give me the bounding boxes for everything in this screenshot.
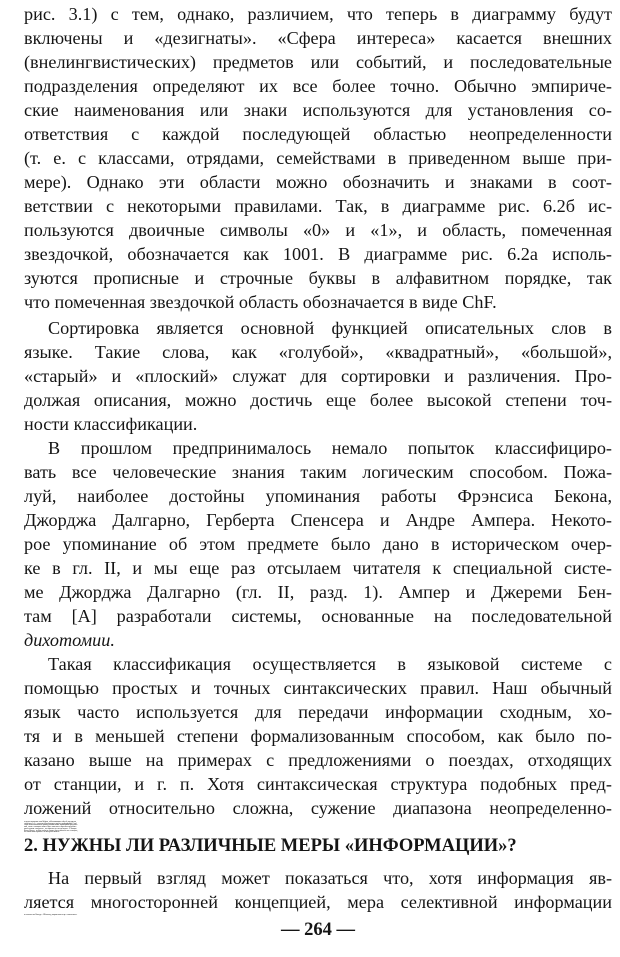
- text-line: события и т. п., относительно которых ищется информация. Если: [24, 822, 77, 825]
- text-line: «старый» и «плоский» служат для сортировки и различения. Про-: [24, 366, 612, 386]
- text-line: В прошлом предпринималось немало попыток классифициро-: [48, 438, 612, 458]
- text-line: звездочкой, обозначается как 1001. В диаграмме рис. 6.2а исполь-: [24, 244, 612, 264]
- text-line: Джорджа Далгарно, Герберта Спенсера и Андре Ампера. Некото-: [24, 510, 612, 530]
- text-line: ложений относительно сложна, сужение диапазона неопределенно-: [24, 798, 612, 818]
- text-line: помощью простых и точных синтаксических правил. Наш обычный: [24, 678, 612, 698]
- text-line: дихотомии.: [24, 630, 115, 650]
- text-line: но опять-таки обратное не всегда возможно.: [24, 831, 60, 834]
- text-line: ответствия с каждой последующей областью неопределенности: [24, 124, 612, 144]
- text-line: ческую иерархию слов и фраз, обозначающих классы, предметы,: [24, 820, 77, 823]
- text-line: ниях словом «откуда-то», но обратное не всегда верно. «Станция: [24, 827, 77, 830]
- text-line: подразделения определяют их все более точно. Обычно эмпириче-: [24, 76, 612, 96]
- text-line: тя и в меньшей степени формализованным способом, как было по-: [24, 726, 612, 746]
- text-line: Кингс Кросс», в свою очередь, может быть заменена на «станция»,: [24, 829, 79, 832]
- text-line: включены и «дезигнаты». «Сфера интереса» касается внешних: [24, 28, 612, 48]
- text-line: ские наименования или знаки используются для установления со-: [24, 100, 612, 120]
- paragraph-5-continued: [24, 914, 612, 916]
- text-line: ний, слово «станция» может быть заменено в простых предложе-: [24, 826, 77, 828]
- text-line: (т. е. с классами, отрядами, семействами в приведенном выше при-: [24, 148, 612, 168]
- text-line: пользуются двоичные символы «0» и «1», и область, помеченная: [24, 220, 612, 240]
- text-line: казано выше на примерах с предложениями о поездах, отходящих: [24, 750, 612, 770]
- text-line: язык часто используется для передачи информации сходным, хо-: [24, 702, 612, 722]
- text-line: луй, наиболее достойны упоминания работы Фрэнсиса Бекона,: [24, 486, 612, 506]
- text-line: там [А] разработали системы, основанные на последовательной: [24, 606, 612, 626]
- text-line: (внелингвистических) предметов или событий, и последовательные: [24, 52, 612, 72]
- text-line: языке. Такие слова, как «голубой», «квадратный», «большой»,: [24, 342, 612, 362]
- text-line: Такая классификация осуществляется в языковой системе с: [48, 654, 612, 674]
- text-line: рое упоминание об этом предмете было дано в историческом очер-: [24, 534, 612, 554]
- text-line: На первый взгляд может показаться что, хотя информация яв-: [48, 868, 612, 888]
- paragraph-4-continued: [24, 820, 612, 834]
- section-heading: 2. НУЖНЫ ЛИ РАЗЛИЧНЫЕ МЕРЫ «ИНФОРМАЦИИ»?: [24, 836, 517, 856]
- text-line: ности классификации.: [24, 414, 198, 434]
- text-line: от станции, и г. п. Хотя синтаксическая структура подобных пред-: [24, 774, 612, 794]
- page-number: — 264 —: [281, 920, 355, 940]
- text-line: рис. 3.1) с тем, однако, различием, что теперь в диаграмму будут: [24, 4, 612, 24]
- text-line: ме Джорджа Далгарно (гл. II, разд. 1). Ампер и Джереми Бен-: [24, 582, 612, 602]
- text-line: ляется многосторонней концепцией, мера селективной информации: [24, 892, 612, 912]
- text-line: ке в гл. II, и мы еще раз отсылаем читателя к специальной систе-: [24, 558, 612, 578]
- text-line: ветствии с некоторыми правилами. Так, в диаграмме рис. 6.2б ис-: [24, 196, 612, 216]
- text-line: должая описания, можно достичь еще более высокой степени точ-: [24, 390, 612, 410]
- text-line: мере). Однако эти области можно обозначить и знаками в соот-: [24, 172, 612, 192]
- text-line: что помеченная звездочкой область обозначается в виде ChF.: [24, 292, 497, 312]
- text-line: в сигналах по Винеру—Шеннону, выраженная через статистичес-: [24, 914, 78, 916]
- text-line: вать все человеческие знания таким логическим способом. Пожа-: [24, 462, 612, 482]
- text-line: зуются прописные и строчные буквы в алфавитном порядке, так: [24, 268, 612, 288]
- text-line: сти на семантическом уровне опирается на конкретную синтакси-: [24, 820, 78, 821]
- text-line: Сортировка является основной функцией описательных слов в: [48, 318, 612, 338]
- text-line: снова воспользоваться приведенными выше примерами предложе-: [24, 824, 78, 827]
